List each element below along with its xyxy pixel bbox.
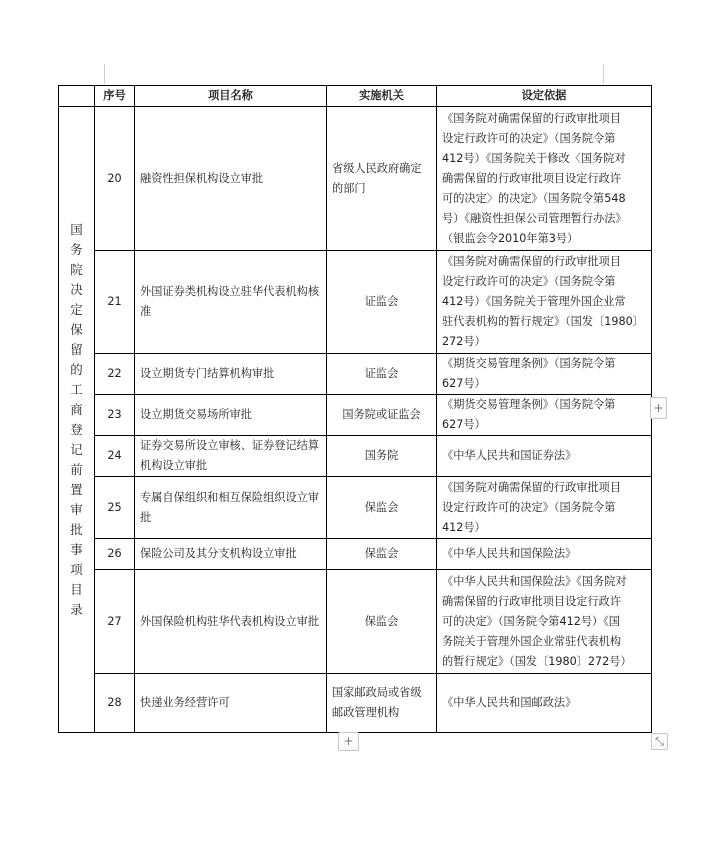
agency: 省级人民政府确定的部门 (327, 107, 437, 251)
header-seq: 序号 (95, 86, 135, 107)
legal-basis-line: 号）《融资性担保公司管理暂行办法》 (442, 211, 627, 225)
item-name: 证券交易所设立审核、证券登记结算机构设立审批 (135, 436, 327, 477)
row-number: 28 (95, 674, 135, 733)
legal-basis-line: 272号） (442, 335, 486, 348)
add-row-button[interactable]: + (338, 732, 359, 751)
item-name: 保险公司及其分支机构设立审批 (135, 539, 327, 570)
table-row (59, 436, 652, 477)
row-number: 27 (95, 570, 135, 674)
legal-basis-line: 412号） (442, 520, 486, 534)
margin-corner-mark-right (603, 64, 604, 84)
legal-basis-line: 确需保留的行政审批项目设定行政许 (442, 594, 622, 608)
legal-basis-line: 《国务院对确需保留的行政审批项目 (442, 111, 622, 125)
legal-basis-line: 驻代表机构的暂行规定》（国发〔1980〕 (442, 315, 644, 328)
item-name: 融资性担保机构设立审批 (135, 107, 327, 251)
legal-basis-line: 设定行政许可的决定》（国务院令第 (442, 500, 616, 514)
item-name: 外国证券类机构设立驻华代表机构核准 (135, 251, 327, 354)
item-name: 外国保险机构驻华代表机构设立审批 (135, 570, 327, 674)
agency: 国务院 (327, 436, 437, 477)
legal-basis-line: 可的决定》（国务院令第412号）《国 (442, 614, 620, 628)
row-number: 21 (95, 251, 135, 354)
legal-basis (437, 539, 652, 570)
legal-basis-line: 《期货交易管理条例》（国务院令第 (442, 398, 616, 411)
header-basis: 设定依据 (437, 86, 652, 107)
table-row (59, 477, 652, 539)
legal-basis-line: 设定行政许可的决定》（国务院令第 (442, 131, 616, 145)
table-row (59, 570, 652, 674)
legal-basis (437, 354, 652, 395)
add-column-button[interactable]: + (650, 397, 667, 419)
legal-basis-line: 《中华人民共和国证券法》 (442, 449, 577, 462)
header-blank-cell (59, 86, 95, 107)
legal-basis-line: （银监会令2010年第3号） (442, 231, 579, 245)
legal-basis-line: 412号）《国务院关于管理外国企业常 (442, 295, 626, 308)
item-name: 专属自保组织和相互保险组织设立审批 (135, 477, 327, 539)
legal-basis-line: 《国务院对确需保留的行政审批项目 (442, 255, 622, 268)
table-row (59, 107, 652, 251)
legal-basis-line: 设定行政许可的决定》（国务院令第 (442, 275, 616, 288)
legal-basis (437, 674, 652, 733)
table-row (59, 539, 652, 570)
margin-corner-mark-left (104, 64, 105, 84)
table-row (59, 395, 652, 436)
row-number: 22 (95, 354, 135, 395)
legal-basis (437, 107, 652, 251)
table-row (59, 674, 652, 733)
table-resize-handle-icon[interactable]: ⤡ (651, 733, 668, 750)
row-number: 20 (95, 107, 135, 251)
legal-basis (437, 436, 652, 477)
item-name: 快递业务经营许可 (135, 674, 327, 733)
legal-basis-line: 可的决定〉的决定》（国务院令第548 (442, 191, 626, 205)
legal-basis-line: 627号） (442, 418, 486, 431)
group-title-vertical: 国 务 院 决 定 保 留 的 工 商 登 记 前 置 审 批 事 项 目 录 (59, 107, 95, 733)
legal-basis-line: 《期货交易管理条例》（国务院令第 (442, 357, 616, 370)
item-name: 设立期货交易场所审批 (135, 395, 327, 436)
row-number: 24 (95, 436, 135, 477)
row-number: 23 (95, 395, 135, 436)
table-row (59, 251, 652, 354)
legal-basis (437, 477, 652, 539)
agency: 保监会 (327, 570, 437, 674)
row-number: 25 (95, 477, 135, 539)
legal-basis-line: 《中华人民共和国邮政法》 (442, 696, 577, 709)
row-number: 26 (95, 539, 135, 570)
legal-basis-line: 《中华人民共和国保险法》《国务院对 (442, 574, 627, 588)
legal-basis (437, 395, 652, 436)
agency: 保监会 (327, 477, 437, 539)
legal-basis-line: 确需保留的行政审批项目设定行政许 (442, 171, 622, 185)
legal-basis (437, 251, 652, 354)
table-header-row (59, 86, 652, 107)
agency: 证监会 (327, 354, 437, 395)
table-row (59, 354, 652, 395)
header-agency: 实施机关 (327, 86, 437, 107)
legal-basis (437, 570, 652, 674)
legal-basis-line: 的暂行规定》（国发〔1980〕272号） (442, 654, 632, 668)
agency: 国务院或证监会 (327, 395, 437, 436)
agency: 保监会 (327, 539, 437, 570)
legal-basis-line: 《国务院对确需保留的行政审批项目 (442, 480, 622, 494)
legal-basis-line: 《中华人民共和国保险法》 (442, 547, 577, 560)
approval-items-table (58, 85, 652, 733)
item-name: 设立期货专门结算机构审批 (135, 354, 327, 395)
agency: 证监会 (327, 251, 437, 354)
header-item-name: 项目名称 (135, 86, 327, 107)
agency: 国家邮政局或省级邮政管理机构 (327, 674, 437, 733)
legal-basis-line: 务院关于管理外国企业常驻代表机构 (442, 634, 622, 648)
legal-basis-line: 412号）《国务院关于修改〈国务院对 (442, 151, 626, 165)
legal-basis-line: 627号） (442, 377, 486, 390)
